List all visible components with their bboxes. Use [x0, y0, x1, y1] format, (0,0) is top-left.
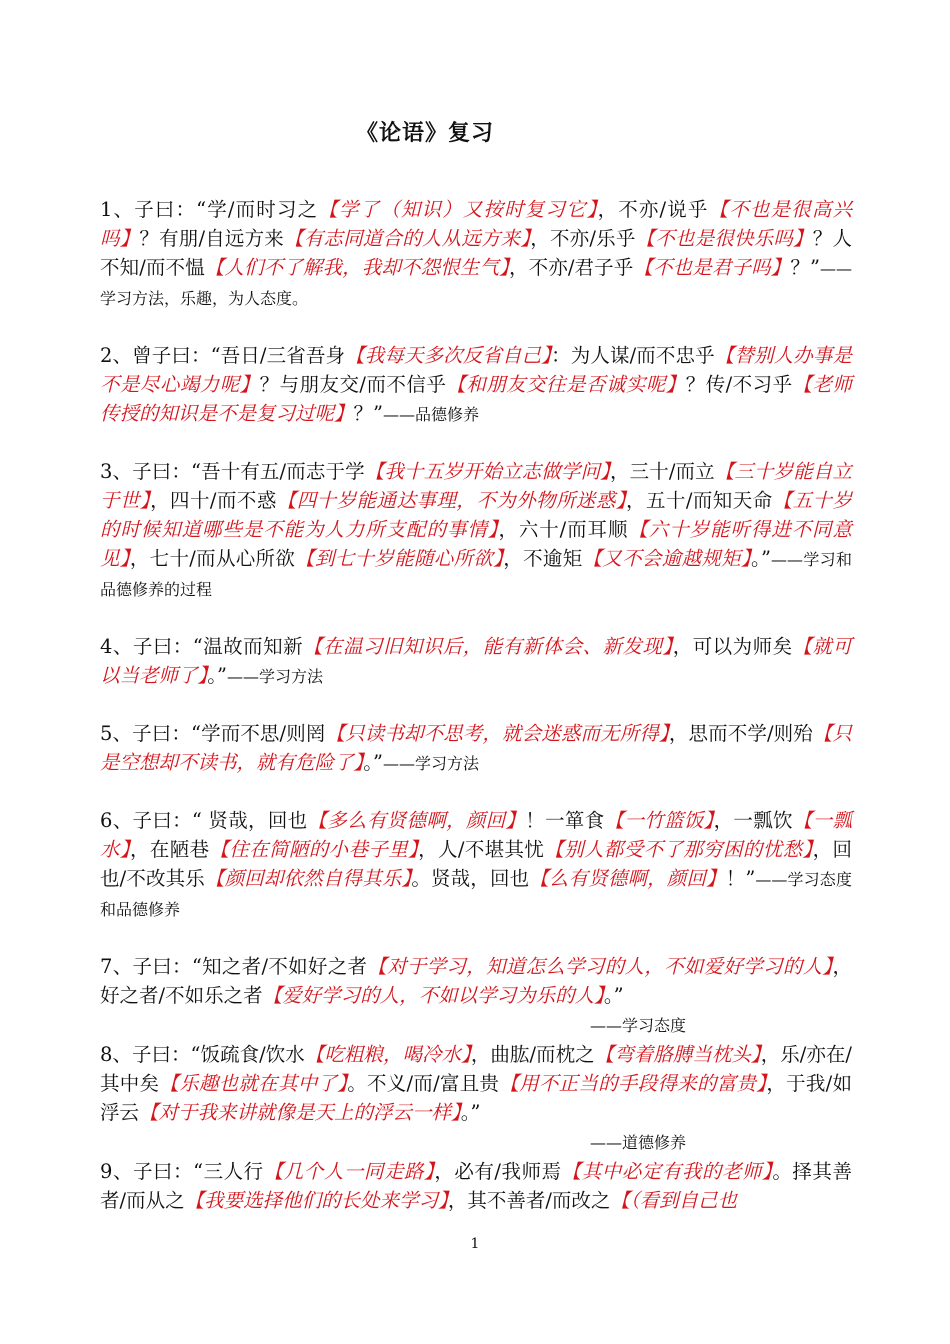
source-text: ，一瓢饮 [713, 809, 793, 832]
source-text: 。择其善者/而从之 [100, 1160, 852, 1212]
topic-note: ——学习方法 [383, 754, 480, 773]
source-text: 。” [207, 664, 227, 687]
translation-text: 【（看到自己也 [610, 1189, 738, 1212]
entry-paragraph [100, 195, 852, 313]
translation-text: 【其中必定有我的老师】 [561, 1160, 773, 1183]
source-text: 9、子曰：“三人行 [100, 1160, 264, 1183]
source-text: ！一箪食 [525, 809, 605, 832]
source-text: ，七十/而从心所欲 [129, 547, 296, 570]
source-text: ，五十/而知天命 [626, 489, 773, 512]
translation-text: 【五十岁的时候知道哪些是不能为人力所支配的事情】 [100, 489, 852, 541]
source-text: 。” [460, 1101, 481, 1124]
source-text: ？有朋/自远方来 [139, 227, 285, 250]
source-text: ，人/不堪其忧 [418, 838, 545, 861]
source-text: ，回也/不改其乐 [100, 838, 852, 890]
translation-text: 【不也是君子吗】 [633, 256, 791, 279]
translation-text: 【就可以当老师了】 [100, 635, 852, 687]
source-text: ，好之者/不如乐之者 [100, 955, 852, 1007]
source-text: ？” [790, 256, 820, 279]
source-text: 1、子曰：“学/而时习之 [100, 198, 319, 221]
source-text: ，三十/而立 [610, 460, 715, 483]
translation-text: 【又不会逾越规矩】 [582, 547, 751, 570]
source-text: 5、子曰：“学而不思/则罔 [100, 722, 326, 745]
source-text: ！” [725, 867, 756, 890]
translation-text: 【我每天多次反省自己】 [345, 344, 552, 367]
topic-note: ——学习态度 [590, 1016, 687, 1035]
entry-paragraph [100, 457, 852, 604]
translation-text: 【学了（知识）又按时复习它】 [318, 198, 598, 221]
source-text: 6、子曰：“ 贤哉，回也 [100, 809, 308, 832]
topic-note: ——道德修养 [590, 1133, 687, 1152]
translation-text: 【在温习旧知识后，能有新体会、新发现】 [303, 635, 673, 658]
translation-text: 【有志同道合的人从远方来】 [284, 227, 531, 250]
translation-text: 【爱好学习的人，不如以学习为乐的人】 [262, 984, 604, 1007]
translation-text: 【乐趣也就在其中了】 [159, 1072, 348, 1095]
topic-note: ——学习和品德修养的过程 [100, 550, 852, 599]
translation-text: 【只读书却不思考，就会迷惑而无所得】 [325, 722, 669, 745]
source-text: 。贤哉，回也 [411, 867, 530, 890]
translation-text: 【住在简陋的小巷子里】 [209, 838, 419, 861]
translation-text: 【对于我来讲就像是天上的浮云一样】 [139, 1101, 461, 1124]
translation-text: 【对于学习，知道怎么学习的人，不如爱好学习的人】 [367, 955, 833, 978]
translation-text: 【和朋友交往是否诚实呢】 [446, 373, 686, 396]
source-text: 7、子曰：“知之者/不如好之者 [100, 955, 368, 978]
translation-text: 【替别人办事是不是尽心竭力呢】 [100, 344, 852, 396]
source-text: ，思而不学/则殆 [668, 722, 813, 745]
translation-text: 【我要选择他们的长处来学习】 [184, 1189, 448, 1212]
document-title: 《论语》复习 [355, 120, 494, 146]
source-text: ？人不知/而不愠 [100, 227, 852, 279]
source-text: 。” [363, 751, 383, 774]
translation-text: 【吃粗粮，喝冷水】 [304, 1043, 471, 1066]
source-text: ？” [353, 402, 383, 425]
source-text: 8、子曰：“饭疏食/饮水 [100, 1043, 305, 1066]
translation-text: 【人们不了解我，我却不怨恨生气】 [204, 256, 509, 279]
source-text: ，不亦/君子乎 [508, 256, 634, 279]
source-text: ？传/不习乎 [685, 373, 793, 396]
entry-paragraph [100, 341, 852, 429]
source-text: ，乐/亦在/其中矣 [100, 1043, 852, 1095]
translation-text: 【我十五岁开始立志做学问】 [364, 460, 610, 483]
entry-paragraph [100, 719, 852, 778]
translation-text: 【六十岁能听得进不同意见】 [100, 518, 852, 570]
source-text: 2、曾子曰：“吾日/三省吾身 [100, 344, 346, 367]
source-text: ，曲肱/而枕之 [470, 1043, 595, 1066]
entry-paragraph [100, 1040, 852, 1127]
topic-note: ——品德修养 [383, 405, 480, 424]
page-number: 1 [470, 1236, 480, 1252]
source-text: 。不义/而/富且贵 [347, 1072, 500, 1095]
source-text: ，六十/而耳顺 [498, 518, 629, 541]
translation-text: 【么有贤德啊，颜回】 [529, 867, 726, 890]
entry-paragraph [100, 1157, 852, 1215]
source-text: 4、子曰：“温故而知新 [100, 635, 304, 658]
source-text: 3、子曰：“吾十有五/而志于学 [100, 460, 365, 483]
source-text: ，不亦/乐乎 [530, 227, 636, 250]
translation-text: 【四十岁能通达事理，不为外物所迷惑】 [276, 489, 627, 512]
source-text: ，不逾矩 [503, 547, 583, 570]
source-text: ？与朋友交/而不信乎 [259, 373, 447, 396]
entry-paragraph [100, 952, 852, 1010]
topic-note: ——学习态度和品德修养 [100, 870, 852, 919]
source-text: ：为人谋/而不忠乎 [551, 344, 715, 367]
translation-text: 【别人都受不了那穷困的忧愁】 [544, 838, 813, 861]
source-text: ，必有/我师焉 [434, 1160, 562, 1183]
topic-note: ——学习方法 [227, 667, 324, 686]
topic-note: ——学习方法，乐趣，为人态度。 [100, 259, 852, 308]
source-text: 。” [751, 547, 772, 570]
source-text: ，其不善者/而改之 [447, 1189, 611, 1212]
translation-text: 【用不正当的手段得来的富贵】 [499, 1072, 767, 1095]
translation-text: 【弯着胳膊当枕头】 [594, 1043, 761, 1066]
translation-text: 【多么有贤德啊，颜回】 [307, 809, 526, 832]
translation-text: 【三十岁能自立于世】 [100, 460, 852, 512]
source-text: ，可以为师矣 [672, 635, 793, 658]
source-text: ，在陋巷 [129, 838, 210, 861]
translation-text: 【不也是很高兴吗】 [100, 198, 852, 250]
source-text: ，不亦/说乎 [597, 198, 709, 221]
translation-text: 【颜回却依然自得其乐】 [204, 867, 412, 890]
translation-text: 【只是空想却不读书，就有危险了】 [100, 722, 852, 774]
document-body [100, 195, 852, 1219]
entry-paragraph [100, 632, 852, 691]
translation-text: 【到七十岁能随心所欲】 [295, 547, 504, 570]
translation-text: 【老师传授的知识是不是复习过呢】 [100, 373, 852, 425]
translation-text: 【一瓢水】 [100, 809, 852, 861]
source-text: 。” [603, 984, 624, 1007]
translation-text: 【一竹篮饭】 [604, 809, 714, 832]
translation-text: 【不也是很快乐吗】 [635, 227, 813, 250]
entry-paragraph [100, 806, 852, 924]
translation-text: 【几个人一同走路】 [263, 1160, 435, 1183]
source-text: ，于我/如浮云 [100, 1072, 852, 1124]
source-text: ，四十/而不惑 [150, 489, 277, 512]
